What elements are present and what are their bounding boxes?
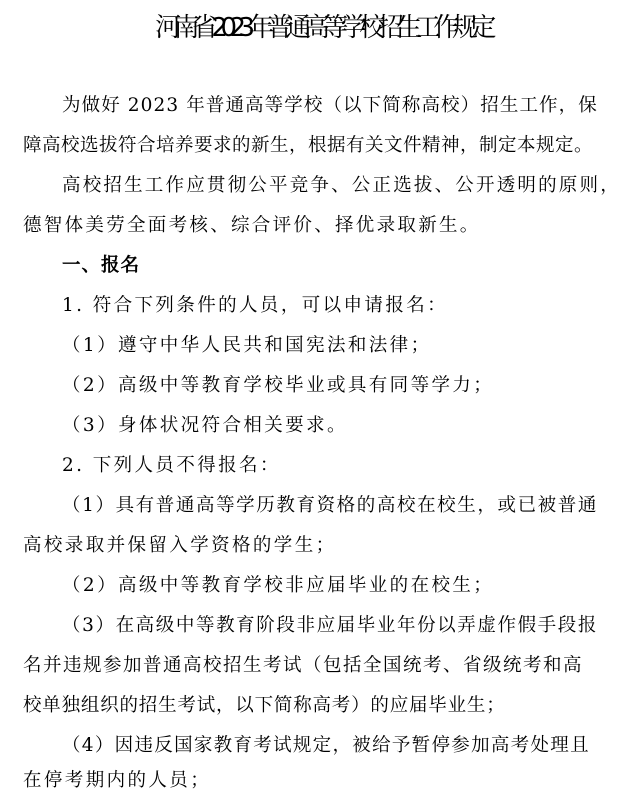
document-title: 河南省 2023 年普通高等学校招生工作规定 <box>155 13 489 43</box>
list-item: （2）高级中等教育学校毕业或具有同等学力； <box>62 375 495 396</box>
paragraph-line: 德智体美劳全面考核、综合评价、择优录取新生。 <box>23 215 481 236</box>
list-item-continuation: 名并违规参加普通高校招生考试（包括全国统考、省级统考和高 <box>23 655 584 676</box>
list-item: 2. 下列人员不得报名： <box>62 455 281 476</box>
paragraph-line: 障高校选拔符合培养要求的新生，根据有关文件精神，制定本规定。 <box>23 135 594 156</box>
list-item-continuation: 在停考期内的人员； <box>23 770 212 791</box>
list-item: 1. 符合下列条件的人员，可以申请报名： <box>62 295 449 316</box>
list-item: （3）身体状况符合相关要求。 <box>62 415 348 436</box>
list-item: （1）具有普通高等学历教育资格的高校在校生，或已被普通 <box>62 495 598 516</box>
paragraph-line: 高校招生工作应贯彻公平竞争、公正选拔、公开透明的原则， <box>62 175 621 196</box>
list-item: （2）高级中等教育学校非应届毕业的在校生； <box>62 575 495 596</box>
list-item: （1）遵守中华人民共和国宪法和法律； <box>62 335 432 356</box>
list-item: （4）因违反国家教育考试规定，被给予暂停参加高考处理且 <box>62 735 590 756</box>
list-item: （3）在高级中等教育阶段非应届毕业年份以弄虚作假手段报 <box>62 615 598 636</box>
section-heading: 一、报名 <box>62 255 141 276</box>
list-item-continuation: 高校录取并保留入学资格的学生； <box>23 535 337 556</box>
paragraph-line: 为做好 2023 年普通高等学校（以下简称高校）招生工作，保 <box>62 95 598 116</box>
list-item-continuation: 校单独组织的招生考试，以下简称高考）的应届毕业生； <box>23 695 506 716</box>
